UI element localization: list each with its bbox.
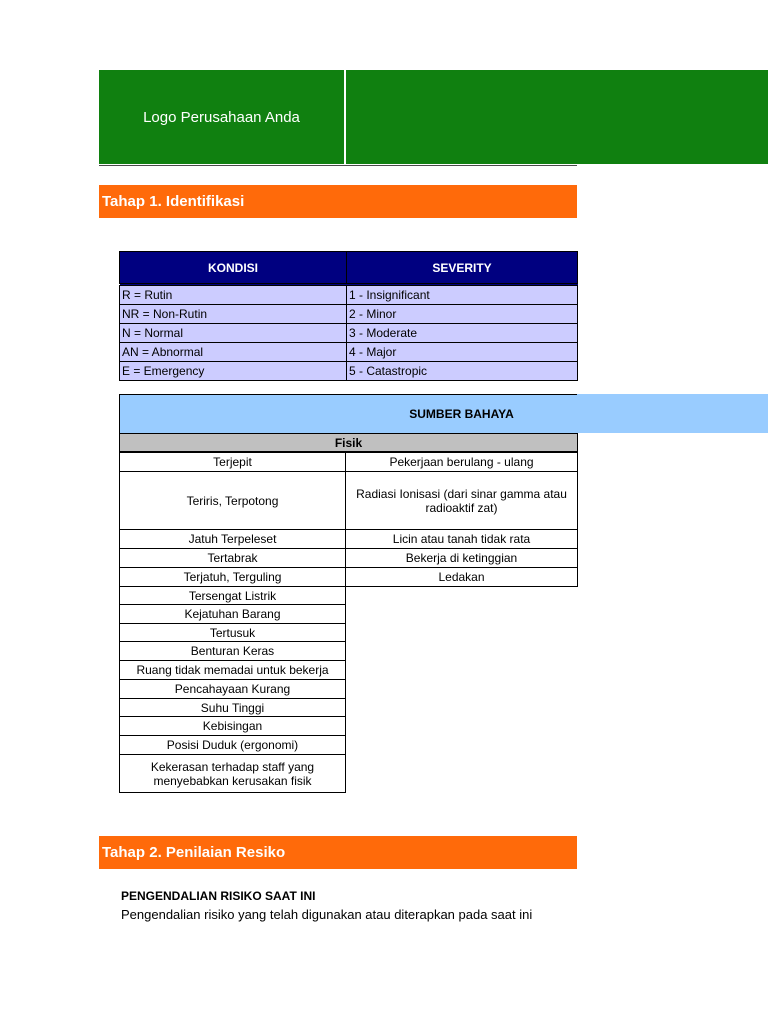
current-risk-control-heading: PENGENDALIAN RISIKO SAAT INI xyxy=(121,889,316,903)
hazard-cell: Ledakan xyxy=(345,567,578,587)
severity-cell: 1 - Insignificant xyxy=(347,285,578,305)
hazard-cell: Posisi Duduk (ergonomi) xyxy=(119,735,346,755)
header-banner xyxy=(346,70,768,164)
kondisi-cell: R = Rutin xyxy=(120,285,347,305)
hazard-cell: Kejatuhan Barang xyxy=(119,604,346,624)
current-risk-control-description: Pengendalian risiko yang telah digunakan atau diterapkan pada saat ini xyxy=(121,907,533,922)
hazard-cell: Terjatuh, Terguling xyxy=(119,567,346,587)
table-row xyxy=(120,285,578,305)
table-row xyxy=(120,343,578,362)
kondisi-cell: N = Normal xyxy=(120,324,347,343)
hazard-cell: Kebisingan xyxy=(119,716,346,736)
hazard-cell: Licin atau tanah tidak rata xyxy=(345,529,578,549)
logo-placeholder: Logo Perusahaan Anda xyxy=(143,108,300,126)
kondisi-header: KONDISI xyxy=(120,252,347,285)
section-tahap-1: Tahap 1. Identifikasi xyxy=(99,185,577,218)
hazard-cell: Pekerjaan berulang - ulang xyxy=(345,452,578,472)
hazard-cell: Ruang tidak memadai untuk bekerja xyxy=(119,660,346,680)
table-row xyxy=(120,324,578,343)
hazard-cell: Radiasi Ionisasi (dari sinar gamma atau radioaktif zat) xyxy=(345,471,578,530)
kondisi-cell: NR = Non-Rutin xyxy=(120,305,347,324)
severity-header: SEVERITY xyxy=(347,252,578,285)
table-row xyxy=(120,305,578,324)
severity-cell: 5 - Catastropic xyxy=(347,362,578,381)
sumber-bahaya-title: SUMBER BAHAYA xyxy=(409,406,514,421)
hazard-cell: Kekerasan terhadap staff yang menyebabkan kerusakan fisik xyxy=(119,754,346,793)
severity-cell: 3 - Moderate xyxy=(347,324,578,343)
hazard-cell: Jatuh Terpeleset xyxy=(119,529,346,549)
table-row xyxy=(120,362,578,381)
kondisi-cell: AN = Abnormal xyxy=(120,343,347,362)
severity-cell: 2 - Minor xyxy=(347,305,578,324)
hazard-cell: Benturan Keras xyxy=(119,641,346,661)
hazard-cell: Teriris, Terpotong xyxy=(119,471,346,530)
hazard-cell: Tertusuk xyxy=(119,623,346,642)
category-fisik: Fisik xyxy=(119,433,578,452)
hazard-cell: Terjepit xyxy=(119,452,346,472)
kondisi-severity-table xyxy=(119,251,578,381)
kondisi-cell: E = Emergency xyxy=(120,362,347,381)
header-divider xyxy=(99,165,577,166)
section-tahap-2: Tahap 2. Penilaian Resiko xyxy=(99,836,577,869)
hazard-cell: Tersengat Listrik xyxy=(119,586,346,605)
hazard-cell: Pencahayaan Kurang xyxy=(119,679,346,699)
hazard-cell: Bekerja di ketinggian xyxy=(345,548,578,568)
severity-cell: 4 - Major xyxy=(347,343,578,362)
hazard-cell: Tertabrak xyxy=(119,548,346,568)
hazard-cell: Suhu Tinggi xyxy=(119,698,346,717)
